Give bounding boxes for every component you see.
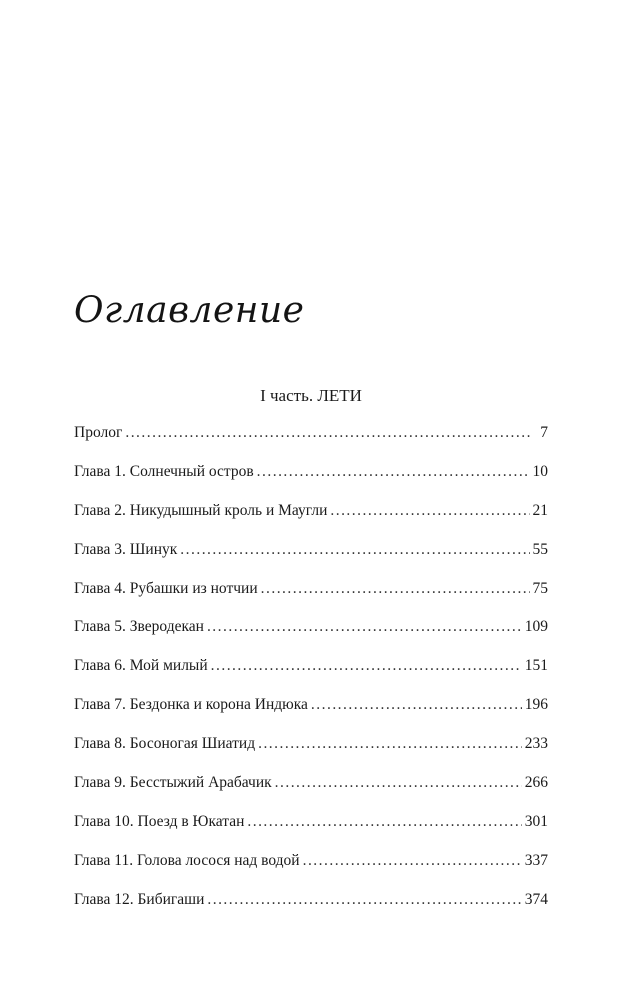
toc-entry-page: 21	[532, 501, 548, 519]
toc-entry-prologue	[74, 424, 548, 463]
toc-entry-label: Глава 2. Никудышный кроль и Маугли	[74, 501, 328, 519]
toc-leader-dots	[207, 618, 522, 636]
toc-entry-chapter-2	[74, 502, 548, 541]
toc-entry-chapter-5	[74, 618, 548, 657]
toc-entry-label: Глава 5. Зверодекан	[74, 618, 204, 636]
toc-entry-page: 151	[524, 657, 548, 675]
toc-entry-page: 266	[524, 774, 548, 792]
toc-leader-dots	[258, 735, 522, 753]
table-of-contents	[74, 424, 548, 930]
toc-entry-chapter-1	[74, 463, 548, 502]
toc-entry-chapter-12	[74, 891, 548, 930]
toc-entry-page: 301	[524, 812, 548, 830]
toc-entry-label: Глава 7. Бездонка и корона Индюка	[74, 696, 308, 714]
toc-leader-dots	[261, 580, 530, 598]
toc-entry-label: Глава 11. Голова лосося над водой	[74, 851, 300, 869]
toc-entry-label: Глава 6. Мой милый	[74, 657, 208, 675]
toc-entry-chapter-11	[74, 852, 548, 891]
toc-leader-dots	[257, 463, 530, 481]
toc-entry-label: Глава 1. Солнечный остров	[74, 462, 254, 480]
toc-entry-chapter-6	[74, 657, 548, 696]
toc-entry-chapter-7	[74, 696, 548, 735]
toc-entry-page: 196	[524, 696, 548, 714]
toc-leader-dots	[211, 657, 522, 675]
toc-entry-page: 109	[524, 618, 548, 636]
toc-entry-page: 55	[532, 540, 548, 558]
toc-leader-dots	[275, 774, 522, 792]
toc-entry-page: 7	[540, 424, 548, 441]
toc-entry-chapter-9	[74, 774, 548, 813]
toc-entry-page: 10	[532, 462, 548, 480]
toc-entry-page: 374	[524, 890, 548, 908]
toc-leader-dots	[330, 502, 529, 520]
toc-leader-dots	[180, 541, 529, 559]
toc-entry-label: Глава 8. Босоногая Шиатид	[74, 735, 256, 753]
toc-entry-label: Глава 3. Шинук	[74, 540, 178, 558]
toc-leader-dots	[125, 424, 531, 442]
toc-entry-page: 75	[532, 579, 548, 597]
toc-entry-label: Глава 12. Бибигаши	[74, 890, 205, 908]
toc-leader-dots	[303, 852, 522, 870]
toc-entry-chapter-3	[74, 541, 548, 580]
toc-entry-chapter-8	[74, 735, 548, 774]
toc-entry-chapter-10	[74, 813, 548, 852]
toc-entry-label: Глава 10. Поезд в Юкатан	[74, 812, 245, 830]
toc-entry-label: Глава 4. Рубашки из нотчии	[74, 579, 258, 597]
toc-leader-dots	[247, 813, 521, 831]
toc-entry-label: Пролог	[74, 424, 123, 441]
toc-entry-chapter-4	[74, 580, 548, 619]
page-title: Оглавление	[74, 290, 305, 331]
toc-leader-dots	[311, 696, 522, 714]
toc-leader-dots	[207, 891, 521, 909]
toc-entry-label: Глава 9. Бесстыжий Арабачик	[74, 774, 272, 792]
part-title: I часть. ЛЕТИ	[260, 386, 362, 405]
toc-entry-page: 233	[524, 735, 548, 753]
toc-entry-page: 337	[524, 851, 548, 869]
